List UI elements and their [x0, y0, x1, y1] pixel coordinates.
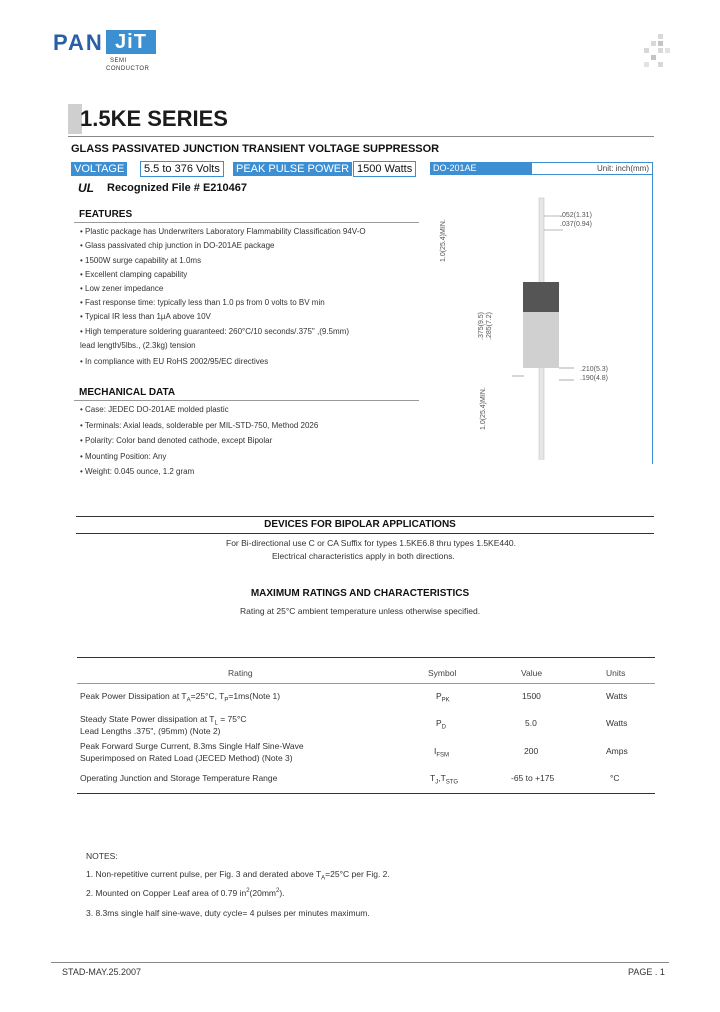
ul-recognized-file: Recognized File # E210467: [107, 182, 248, 194]
col-header-units: Units: [606, 668, 626, 678]
note-1: 1. Non-repetitive current pulse, per Fig. 3 and derated above $T_A=25^\circ C$ per Fig. 2.: [86, 869, 390, 882]
table-row-4-unit: °C: [610, 773, 620, 783]
voltage-value-badge: 5.5 to 376 Volts: [140, 161, 224, 177]
table-row-4-symbol: $T_J,T_{STG}$: [430, 773, 459, 786]
feature-item: • Plastic package has Underwriters Laboratory Flammability Classification 94V-O: [80, 227, 366, 236]
package-border-right: [652, 162, 653, 464]
mechanical-item: • Case: JEDEC DO-201AE molded plastic: [80, 405, 229, 414]
bipolar-top-rule: [76, 516, 654, 517]
bipolar-bottom-rule: [76, 533, 654, 534]
voltage-label-badge: VOLTAGE: [71, 162, 127, 176]
power-label-badge: PEAK PULSE POWER: [233, 162, 352, 176]
bipolar-line-1: For Bi-directional use C or CA Suffix for types 1.5KE6.8 thru types 1.5KE440.: [226, 538, 516, 548]
table-row-2-value: 5.0: [525, 718, 537, 728]
mechanical-heading: MECHANICAL DATA: [79, 387, 176, 398]
dim-body-dia-2: .190(4.8): [580, 375, 609, 382]
table-row-2-rating: Steady State Power dissipation at $T_L = 75^\circ C$: [80, 714, 247, 727]
features-rule: [74, 222, 419, 223]
features-heading: FEATURES: [79, 209, 133, 220]
feature-item: • Low zener impedance: [80, 284, 164, 293]
col-header-rating: Rating: [228, 668, 253, 678]
dim-body-dia-1: .210(5.3): [580, 366, 609, 373]
bipolar-line-2: Electrical characteristics apply in both directions.: [272, 551, 455, 561]
footer-rule: [51, 962, 669, 963]
dim-lead-length-bottom: 1.0(25.4)MIN.: [480, 387, 487, 430]
series-title: 1.5KE SERIES: [80, 106, 228, 131]
ratings-subtitle: Rating at 25°C ambient temperature unless otherwise specified.: [240, 606, 481, 616]
feature-item: • High temperature soldering guaranteed: 260°C/10 seconds/.375" ,(9.5mm): [80, 327, 349, 336]
table-row-4-value: -65 to +175: [511, 773, 555, 783]
mechanical-item: • Polarity: Color band denoted cathode, except Bipolar: [80, 436, 273, 445]
mechanical-item: • Terminals: Axial leads, solderable per MIL-STD-750, Method 2026: [80, 421, 319, 430]
col-header-value: Value: [521, 668, 543, 678]
table-top-rule: [77, 657, 655, 658]
table-row-3-rating-line2: Superimposed on Rated Load (JECED Method) (Note 3): [80, 753, 293, 763]
table-row-3-value: 200: [524, 746, 539, 756]
mechanical-item: • Weight: 0.045 ounce, 1.2 gram: [80, 467, 195, 476]
checker-pattern-icon: [636, 34, 670, 68]
notes-heading: NOTES:: [86, 851, 118, 861]
package-name-bar: DO-201AE: [430, 162, 531, 175]
table-row-3-rating: Peak Forward Surge Current, 8.3ms Single Half Sine-Wave: [80, 741, 304, 751]
dim-lead-dia-1: .052(1.31): [560, 212, 592, 219]
table-row-3-unit: Amps: [606, 746, 628, 756]
table-row-3-symbol: $I_{FSM}$: [434, 746, 450, 759]
table-header-rule: [77, 683, 655, 684]
power-value-badge: 1500 Watts: [353, 161, 416, 177]
main-title: GLASS PASSIVATED JUNCTION TRANSIENT VOLTAGE SUPPRESSOR: [71, 143, 440, 155]
col-header-symbol: Symbol: [428, 668, 457, 678]
ul-logo-icon: UL: [78, 181, 94, 195]
table-row-2-unit: Watts: [606, 718, 628, 728]
dim-body-length-1: .375(9.5): [478, 311, 485, 340]
feature-item: lead length/5lbs., (2.3kg) tension: [80, 341, 196, 350]
table-row-4-rating: Operating Junction and Storage Temperature Range: [80, 773, 278, 783]
feature-item: • Glass passivated chip junction in DO-201AE package: [80, 241, 275, 250]
logo-sub-conductor: CONDUCTOR: [106, 66, 150, 72]
logo-jit-text: JiT: [106, 30, 156, 54]
ratings-heading: MAXIMUM RATINGS AND CHARACTERISTICS: [250, 588, 470, 599]
table-row-1-value: 1500: [522, 691, 541, 701]
feature-item: • Excellent clamping capability: [80, 270, 188, 279]
mechanical-rule: [74, 400, 419, 401]
footer-page: PAGE . 1: [628, 967, 665, 977]
logo-sub-semi: SEMI: [110, 58, 127, 64]
feature-item: • In compliance with EU RoHS 2002/95/EC directives: [80, 357, 269, 366]
table-row-2-rating-line2: Lead Lengths .375", (95mm) (Note 2): [80, 726, 221, 736]
note-2: 2. Mounted on Copper Leaf area of 0.79 $in^2(20mm^2)$.: [86, 888, 285, 898]
dim-lead-length-top: 1.0(25.4)MIN.: [440, 219, 447, 262]
note-3: 3. 8.3ms single half sine-wave, duty cycle= 4 pulses per minutes maximum.: [86, 908, 370, 918]
table-row-1-symbol: $P_{PK}$: [436, 691, 450, 704]
table-bottom-rule: [77, 793, 655, 794]
table-row-1-rating: Peak Power Dissipation at $T_A=25^\circ C$, $T_P=1ms(Note$ 1): [80, 691, 281, 704]
footer-date: STAD-MAY.25.2007: [62, 967, 142, 977]
table-row-2-symbol: $P_D$: [436, 718, 447, 731]
feature-item: • 1500W surge capability at 1.0ms: [80, 256, 202, 265]
logo-pan-text: PAN: [53, 30, 104, 55]
dim-lead-dia-2: .037(0.94): [560, 221, 592, 228]
mechanical-item: • Mounting Position: Any: [80, 452, 167, 461]
feature-item: • Typical IR less than 1μA above 10V: [80, 312, 211, 321]
feature-item: • Fast response time: typically less than 1.0 ps from 0 volts to BV min: [80, 298, 325, 307]
bipolar-heading: DEVICES FOR BIPOLAR APPLICATIONS: [264, 519, 456, 530]
title-divider: [68, 136, 654, 137]
dim-body-length-2: .285(7.2): [486, 311, 493, 340]
package-unit: Unit: inch(mm): [531, 162, 653, 175]
table-row-1-unit: Watts: [606, 691, 628, 701]
